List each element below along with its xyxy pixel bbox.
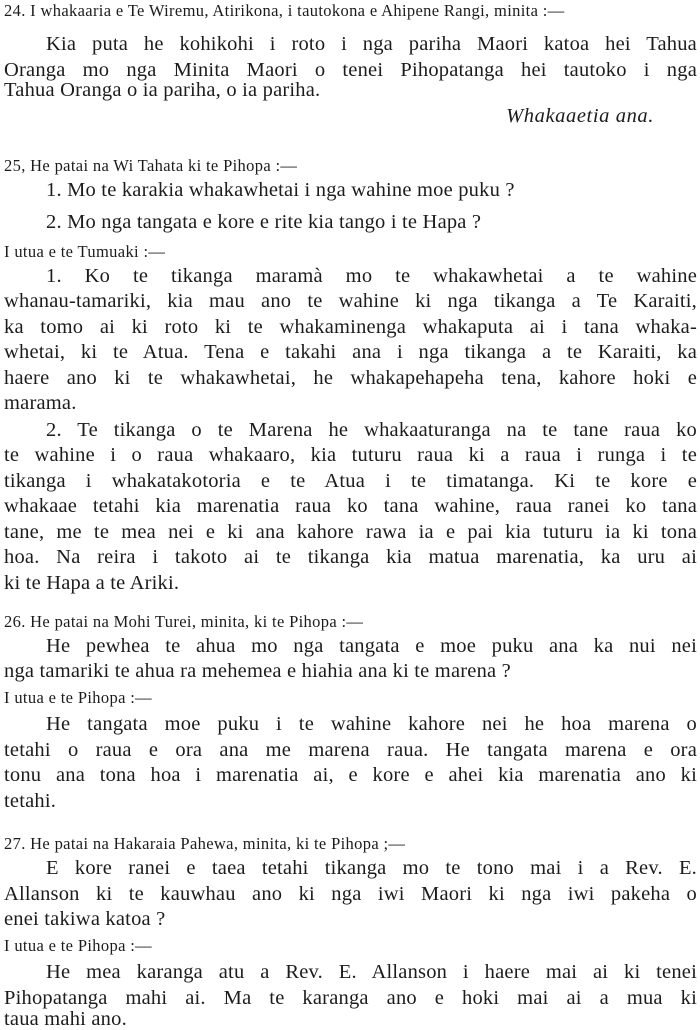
section-25-header: 25, He patai na Wi Tahata ki te Pihopa :— <box>4 156 298 175</box>
section-26-reply-label: I utua e te Pihopa :— <box>4 688 153 707</box>
section-25-answer2-line-4: whakaae tetahi kia marenatia raua ko tana wahine, raua ranei ko tana <box>4 495 697 517</box>
section-25-answer2-line-3: tikanga i whakatakotoria e te Atua i te timatanga. Ki te kore e <box>4 470 697 492</box>
section-25-answer2-line-2: te wahine i o raua whakaaro, kia tuturu raua ki a raua i runga i te <box>4 444 697 466</box>
section-25-question-2: 2. Mo nga tangata e kore e rite kia tango i te Hapa ? <box>46 211 482 233</box>
section-25-answer1-line-5: haere ano ki te whakawhetai, he whakapehapeha tena, kahore hoki e <box>4 367 697 389</box>
section-24-resolution: Whakaaetia ana. <box>506 105 654 127</box>
section-25-answer2-line-5: tane, me te mea nei e ki ana kahore rawa ia e pai kia tuturu ia ki tona <box>4 521 697 543</box>
section-25-answer1-line-6: marama. <box>4 392 77 414</box>
section-27-answer-line-3: taua mahi ano. <box>4 1008 127 1030</box>
section-26-answer-line-4: tetahi. <box>4 790 57 812</box>
section-25-reply-label: I utua e te Tumuaki :— <box>4 242 166 261</box>
section-26-question-line-1: He pewhea te ahua mo nga tangata e moe puku ana ka nui nei <box>46 635 697 657</box>
section-27-question-line-3: enei takiwa katoa ? <box>4 908 166 930</box>
section-26-answer-line-1: He tangata moe puku i te wahine kahore nei he hoa marena o <box>46 713 697 735</box>
section-26-question-line-2: nga tamariki te ahua ra mehemea e hiahia ana ki te marena ? <box>4 660 511 682</box>
section-25-answer1-line-3: ka tomo ai ki roto ki te whakaminenga whakaputa ai i tana whaka- <box>4 316 697 338</box>
section-25-answer2-line-7: ki te Hapa a te Ariki. <box>4 572 180 594</box>
section-27-answer-line-2: Pihopatanga mahi ai. Ma te karanga ano e hoki mai ai a mua ki <box>4 987 697 1009</box>
section-24-header: 24. I whakaaria e Te Wiremu, Atirikona, i tautokona e Ahipene Rangi, minita :— <box>4 1 565 20</box>
section-24-line-2: Oranga mo nga Minita Maori o tenei Pihopatanga hei tautoko i nga <box>4 59 697 81</box>
section-27-header: 27. He patai na Hakaraia Pahewa, minita, ki te Pihopa ;— <box>4 834 406 853</box>
section-24-line-1: Kia puta he kohikohi i roto i nga pariha Maori katoa hei Tahua <box>46 33 697 55</box>
section-25-answer2-line-6: hoa. Na reira i takoto ai te tikanga kia matua marenatia, ka uru ai <box>4 546 697 568</box>
section-27-question-line-1: E kore ranei e taea tetahi tikanga mo te tono mai i a Rev. E. <box>46 857 697 879</box>
section-27-question-line-2: Allanson ki te kauwhau ano ki nga iwi Maori ki nga iwi pakeha o <box>4 883 697 905</box>
section-26-header: 26. He patai na Mohi Turei, minita, ki te Pihopa :— <box>4 612 364 631</box>
section-25-answer1-line-1: 1. Ko te tikanga maramà mo te whakawhetai a te wahine <box>46 265 697 287</box>
section-27-reply-label: I utua e te Pihopa :— <box>4 936 153 955</box>
section-26-answer-line-2: tetahi o raua e ora ana me marena raua. He tangata marena e ora <box>4 739 697 761</box>
section-25-answer1-line-4: whetai, ki te Atua. Tena e takahi ana i nga tikanga a te Karaiti, ka <box>4 341 697 363</box>
section-25-answer1-line-2: whanau-tamariki, kia mau ano te wahine ki nga tikanga a Te Karaiti, <box>4 290 697 312</box>
section-24-line-3: Tahua Oranga o ia pariha, o ia pariha. <box>4 79 321 101</box>
section-26-answer-line-3: tonu ana tona hoa i marenatia ai, e kore e ahei kia marenatia ano ki <box>4 764 697 786</box>
section-25-answer2-line-1: 2. Te tikanga o te Marena he whakaaturanga na te tane raua ko <box>46 419 697 441</box>
section-25-question-1: 1. Mo te karakia whakawhetai i nga wahine moe puku ? <box>46 179 515 201</box>
section-27-answer-line-1: He mea karanga atu a Rev. E. Allanson i haere mai ai ki tenei <box>46 961 697 983</box>
